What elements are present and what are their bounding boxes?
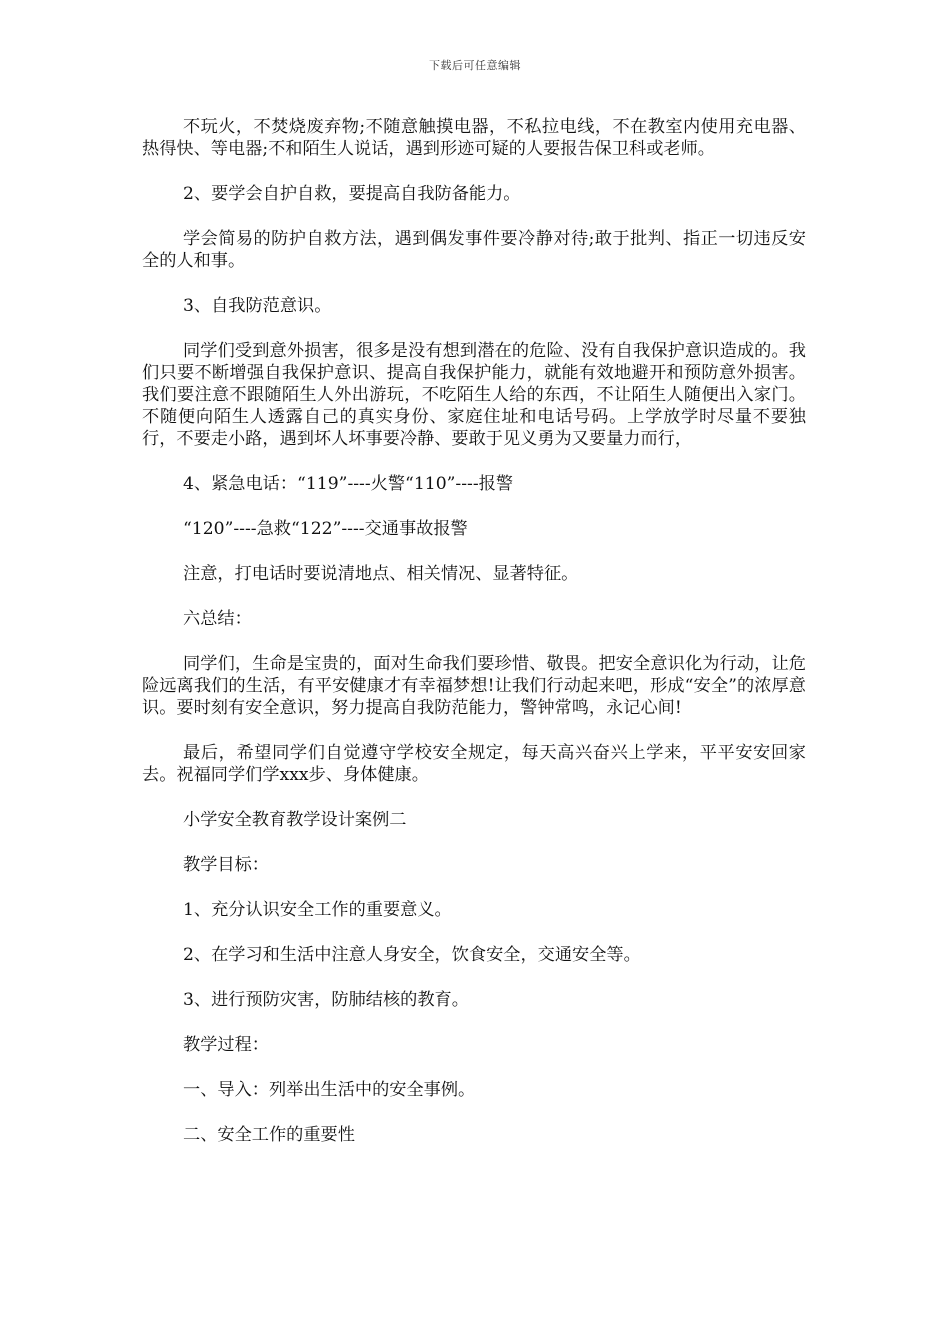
list-item: 3、进行预防灾害，防肺结核的教育。 <box>183 990 469 1010</box>
paragraph: 4、紧急电话：“119”----火警“110”----报警 <box>183 474 514 494</box>
section-heading: 六总结： <box>183 609 252 629</box>
paragraph: 3、自我防范意识。 <box>183 296 332 316</box>
paragraph: 不玩火，不焚烧废弃物;不随意触摸电器，不私拉电线，不在教室内使用充电器、热得快、等电器;不和陌生人说话，遇到形迹可疑的人要报告保卫科或老师。 <box>142 117 806 159</box>
paragraph: “120”----急救“122”----交通事故报警 <box>183 519 468 539</box>
page-header: 下载后可任意编辑 <box>429 59 521 72</box>
section-heading: 教学过程： <box>183 1035 269 1055</box>
paragraph: 同学们受到意外损害，很多是没有想到潜在的危险、没有自我保护意识造成的。我们只要不断增强自我保护意识、提高自我保护能力，就能有效地避开和预防意外损害。我们要注意不跟随陌生人外出游玩，不吃陌生人给的东西，不让陌生人随便出入家门。不随便向陌生人透露自己的真实身份、家庭住址和电话号码。上学放学时尽量不要独行，不要走小路，遇到坏人坏事要冷静、要敢于见义勇为又要量力而行， <box>142 341 806 449</box>
list-item: 二、安全工作的重要性 <box>183 1125 355 1145</box>
section-heading: 小学安全教育教学设计案例二 <box>183 810 407 830</box>
document-body <box>142 116 806 1169</box>
paragraph: 注意，打电话时要说清地点、相关情况、显著特征。 <box>183 564 579 584</box>
paragraph: 同学们，生命是宝贵的，面对生命我们要珍惜、敬畏。把安全意识化为行动，让危险远离我们的生活，有平安健康才有幸福梦想!让我们行动起来吧，形成“安全”的浓厚意识。要时刻有安全意识，努力提高自我防范能力，警钟常鸣，永记心间! <box>142 654 806 718</box>
list-item: 一、导入：列举出生活中的安全事例。 <box>183 1080 476 1100</box>
paragraph: 学会简易的防护自救方法，遇到偶发事件要冷静对待;敢于批判、指正一切违反安全的人和事。 <box>142 229 806 271</box>
paragraph: 2、要学会自护自救，要提高自我防备能力。 <box>183 184 521 204</box>
paragraph: 最后，希望同学们自觉遵守学校安全规定，每天高兴奋兴上学来，平平安安回家去。祝福同学们学xxx步、身体健康。 <box>142 743 806 785</box>
list-item: 2、在学习和生活中注意人身安全，饮食安全，交通安全等。 <box>183 945 641 965</box>
section-heading: 教学目标： <box>183 855 269 875</box>
list-item: 1、充分认识安全工作的重要意义。 <box>183 900 452 920</box>
